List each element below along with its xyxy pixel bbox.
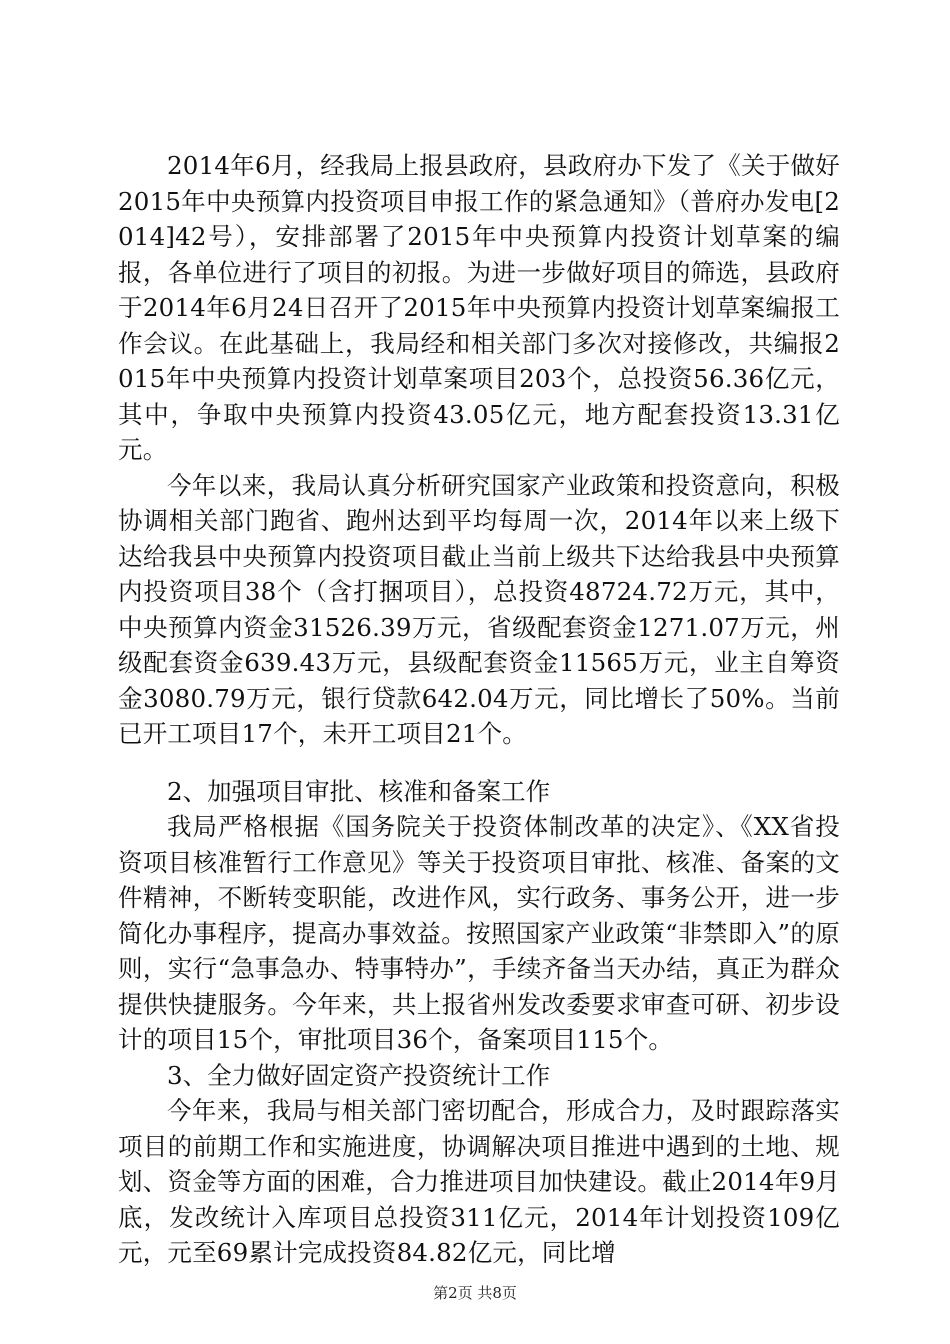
section-heading-approval: 2、加强项目审批、核准和备案工作 (167, 776, 551, 806)
paragraph-project-funding: 今年以来，我局认真分析研究国家产业政策和投资意向，积极协调相关部门跑省、跑州达到平均每周一次，2014年以来上级下达给我县中央预算内投资项目截止当前上级共下达给我县中央预算内投资项目38个（含打捆项目），总投资48724.72万元，其中，中央预算内资金31526.39万元，省级配套资金1271.07万元，州级配套资金639.43万元，县级配套资金11565万元，业主自筹资金3080.79万元，银行贷款642.04万元，同比增长了50%。当前已开工项目17个，未开工项目21个。 (118, 470, 840, 748)
paragraph-approval: 我局严格根据《国务院关于投资体制改革的决定》、《XX省投资项目核准暂行工作意见》等关于投资项目审批、核准、备案的文件精神，不断转变职能，改进作风，实行政务、事务公开，进一步简化办事程序，提高办事效益。按照国家产业政策“非禁即入”的原则，实行“急事急办、特事特办”，手续齐备当天办结，真正为群众提供快捷服务。今年来，共上报省州发改委要求审查可研、初步设计的项目15个，审批项目36个，备案项目115个。 (118, 812, 840, 1054)
paragraph-spacer (118, 752, 840, 774)
document-body (118, 148, 840, 1271)
page-number-footer: 第2页 共8页 (433, 1284, 517, 1302)
section-heading-statistics: 3、全力做好固定资产投资统计工作 (167, 1060, 551, 1090)
paragraph-statistics: 今年来，我局与相关部门密切配合，形成合力，及时跟踪落实项目的前期工作和实施进度，协调解决项目推进中遇到的土地、规划、资金等方面的困难，合力推进项目加快建设。截止2014年9月底，发改统计入库项目总投资311亿元，2014年计划投资109亿元，元至69累计完成投资84.82亿元，同比增 (118, 1096, 840, 1267)
paragraph-budget-plan: 2014年6月，经我局上报县政府，县政府办下发了《关于做好2015年中央预算内投资项目申报工作的紧急通知》（普府办发电[2014]42号），安排部署了2015年中央预算内投资计划草案的编报，各单位进行了项目的初报。为进一步做好项目的筛选，县政府于2014年6月24日召开了2015年中央预算内投资计划草案编报工作会议。在此基础上，我局经和相关部门多次对接修改，共编报2015年中央预算内投资计划草案项目203个，总投资56.36亿元，其中，争取中央预算内投资43.05亿元，地方配套投资13.31亿元。 (118, 151, 840, 464)
